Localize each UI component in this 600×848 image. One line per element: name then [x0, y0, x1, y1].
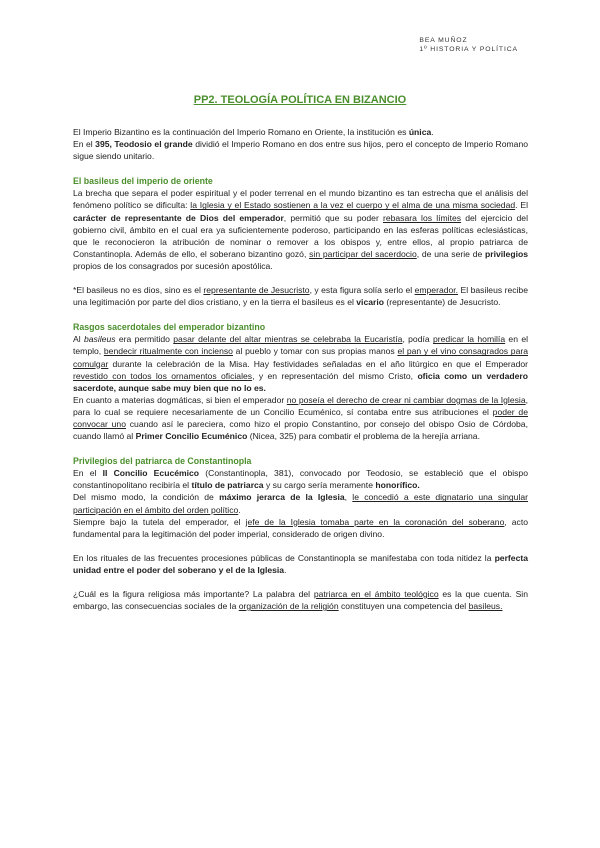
section3-paragraph-4: En los rituales de las frecuentes procesiones públicas de Constantinopla se manifestaba con toda nitidez la perfecta unidad entre el poder del soberano y el de la Iglesia. [73, 552, 528, 575]
section3-paragraph-5: ¿Cuál es la figura religiosa más importante? La palabra del patriarca en el ámbito teológico es la que cuenta. Sin embargo, las consecuencias sociales de la organización de la religión constituyen una competencia del basileus. [73, 589, 528, 612]
section3-paragraph-2: Del mismo modo, la condición de máximo jerarca de la Iglesia, le concedió a este dignatario una singular participación en el ámbito del orden político. [73, 492, 529, 515]
section1-paragraph-1: La brecha que separa el poder espiritual y el poder terrenal en el mundo bizantino es tan estrecha que el análisis del fenómeno político se dificulta: la Iglesia y el Estado sostienen a la vez el cuerpo y el alma de una misma sociedad. El carácter de representante de Dios del emperador, permitió que su poder rebasara los límites del ejercicio del gobierno civil, ámbito en el cual era ya suficientemente poderoso, participando en las esferas políticas eclesiásticas, que le reconocieron la atribución de nominar o remover a los obispos y, entre ellos, al propio patriarca de Constantinopla. Además de ello, el soberano bizantino gozó, sin participar del sacerdocio, de una serie de privilegios propios de los consagrados por sucesión apostólica. [73, 188, 528, 271]
intro-paragraph-2: En el 395, Teodosio el grande dividió el Imperio Romano en dos entre sus hijos, pero el concepto de Imperio Romano sigue siendo unitario. [73, 139, 529, 162]
section2-paragraph-1: Al basileus era permitido pasar delante del altar mientras se celebraba la Eucaristía, podía predicar la homilía en el templo, bendecir ritualmente con incienso al pueblo y tomar con sus propias manos el pan y el vino consagrados para comulgar durante la celebración de la Misa. Hay festividades señaladas en el año litúrgico en que el Emperador revestido con todos los ornamentos oficiales, y en representación del mismo Cristo, oficia como un verdadero sacerdote, aunque sabe muy bien que no lo es. [73, 334, 529, 393]
course-name: 1º HISTORIA Y POLÍTICA [419, 46, 518, 53]
section3-paragraph-3: Siempre bajo la tutela del emperador, el jefe de la Iglesia tomaba parte en la coronación del soberano, acto fundamental para la legitimación del poder imperial, considerado de origen divino. [73, 516, 528, 539]
section-heading-basileus: El basileus del imperio de oriente [73, 176, 213, 187]
document-title: PP2. TEOLOGÍA POLÍTICA EN BIZANCIO [193, 94, 407, 106]
intro-paragraph-1: El Imperio Bizantino es la continuación del Imperio Romano en Oriente, la institución es única. [73, 127, 434, 137]
section-heading-rasgos: Rasgos sacerdotales del emperador bizantino [73, 322, 266, 333]
section1-paragraph-2: *El basileus no es dios, sino es el representante de Jesucristo, y esta figura solía serlo el emperador. El basileus recibe una legitimación por parte del dios cristiano, y en la tierra el basileus es el vicario (representante) de Jesucristo. [73, 285, 528, 308]
section3-paragraph-1: En el II Concilio Ecucémico (Constantinopla, 381), convocado por Teodosio, se estableció que el obispo constantinopolitano recibiría el título de patriarca y su cargo sería meramente honorífico. [73, 468, 528, 491]
document-body [73, 126, 528, 612]
section-heading-privilegios: Privilegios del patriarca de Constantinopla [73, 456, 252, 467]
author-name: BEA MUÑOZ [419, 37, 468, 44]
section2-paragraph-2: En cuanto a materias dogmáticas, si bien el emperador no poseía el derecho de crear ni cambiar dogmas de la Iglesia, para lo cual se requiere necesariamente de un Concilio Ecuménico, sí contaba entre sus atribuciones el poder de convocar uno cuando así le pareciera, como hizo el propio Constantino, por consejo del obispo Osio de Córdoba, cuando llamó al Primer Concilio Ecuménico (Nicea, 325) para combatir el problema de la herejía arriana. [73, 394, 528, 442]
author-block [419, 36, 518, 54]
